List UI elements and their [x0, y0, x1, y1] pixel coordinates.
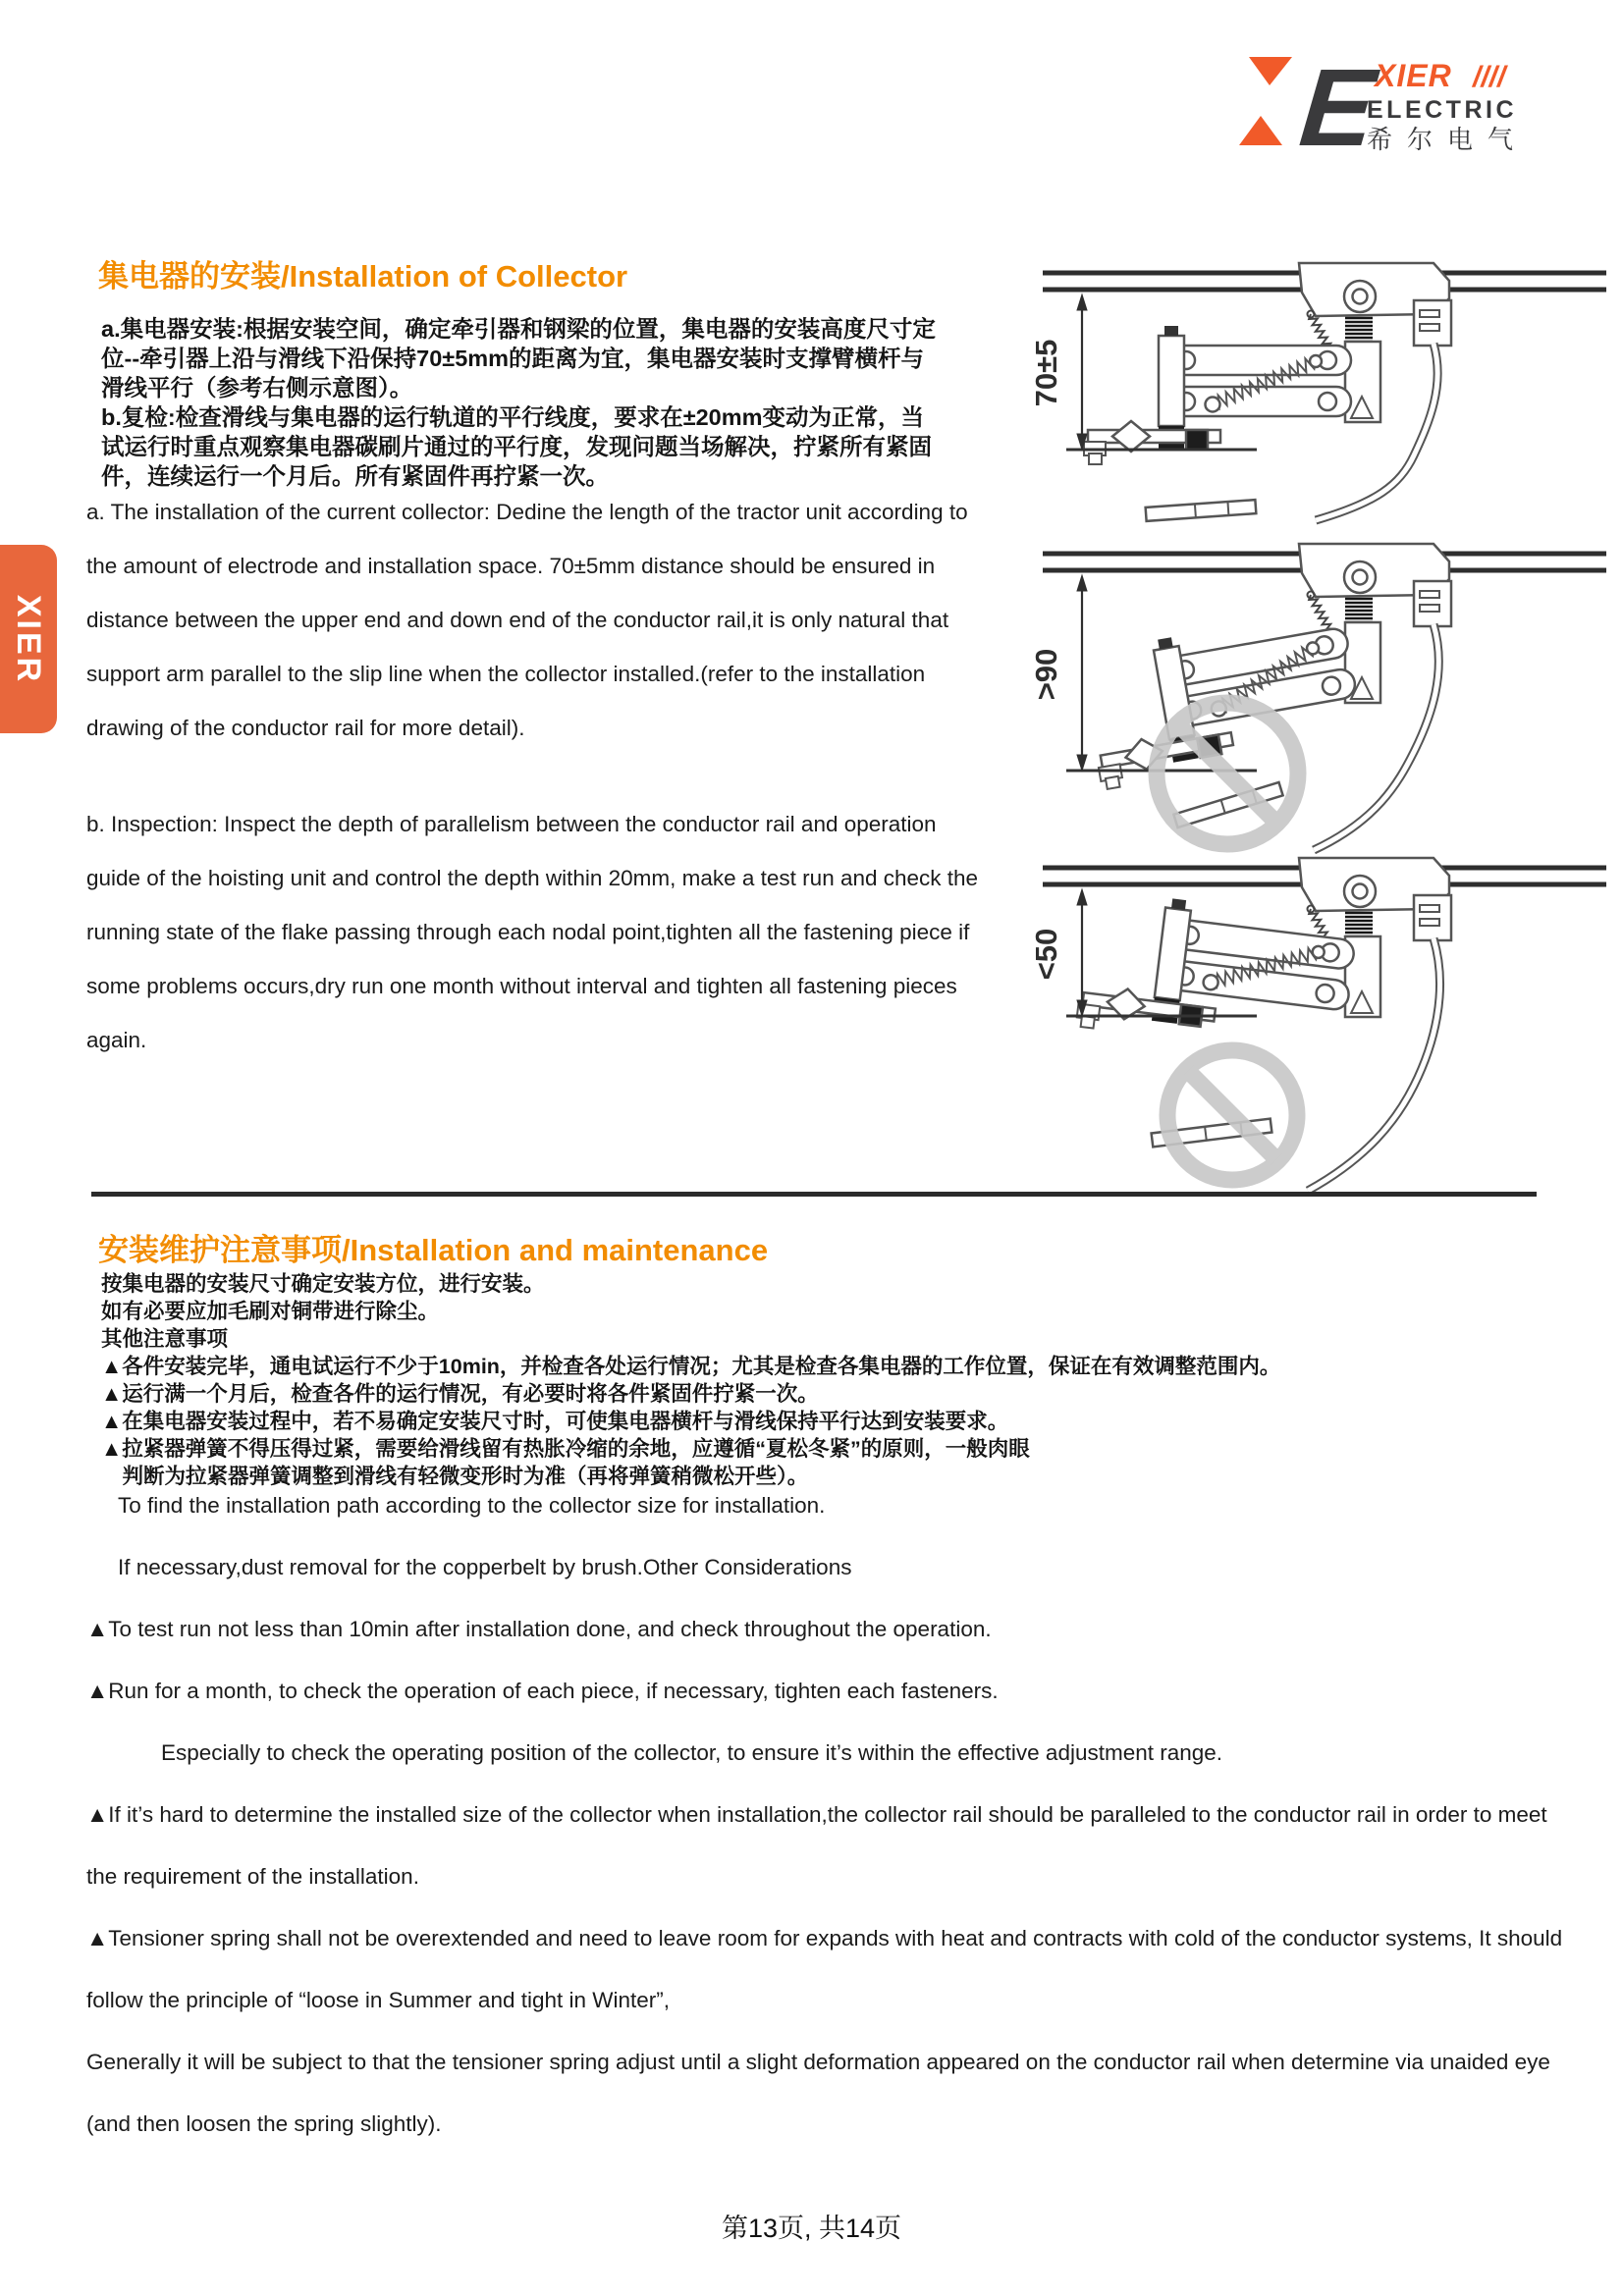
- text-line: Generally it will be subject to that the tensioner spring adjust until a slight deformation appeared on the conductor rail when determine via unaided eye (and then loosen the spring slightly).: [86, 2050, 1550, 2136]
- section2-english-notes: [86, 1474, 1579, 2155]
- prohibition-icon: [1157, 703, 1298, 844]
- side-tab-label: XIER: [10, 594, 48, 684]
- text-line: Especially to check the operating position of the collector, to ensure it’s within the effective adjustment range.: [161, 1740, 1223, 1765]
- text-line: ▲各件安装完毕，通电试运行不少于10min，并检查各处运行情况；尤其是检查各集电器的工作位置，保证在有效调整范围内。: [101, 1355, 1281, 1378]
- section1-english-paragraph-a: a. The installation of the current collector: Dedine the length of the tractor unit according to the amount of electrode and installation space. 70±5mm distance should be ensured in distance between the upper end and down end of the conductor rail,it is only natural that support arm parallel to the slip line when the collector installed.(refer to the installation drawing of the conductor rail for more detail).: [86, 500, 968, 740]
- text-line: ▲拉紧器弹簧不得压得过紧，需要给滑线留有热胀冷缩的余地，应遵循“夏松冬紧”的原则，一般肉眼: [101, 1437, 1030, 1461]
- text-line: 试运行时重点观察集电器碳刷片通过的平行度，发现问题当场解决，拧紧所有紧固: [101, 434, 932, 459]
- text-line: ▲If it’s hard to determine the installed size of the collector when installation,the collector rail should be paralleled to the conductor rail in order to meet the requirement of the installation.: [86, 1802, 1547, 1889]
- text-line: a.集电器安装:根据安装空间，确定牵引器和钢梁的位置，集电器的安装高度尺寸定: [101, 316, 936, 342]
- text-line: ▲Tensioner spring shall not be overextended and need to leave room for expands with heat and contracts with cold of the conductor systems, It should follow the principle of “loose in Summer and tight in Winter”,: [86, 1926, 1563, 2012]
- dimension-label: >90: [1029, 648, 1063, 701]
- dimension-label: <50: [1029, 928, 1063, 981]
- diagram-wrong-install-gt90: [1021, 538, 1610, 877]
- logo-x-bottom-triangle: [1239, 116, 1282, 145]
- prohibition-icon: [1167, 1050, 1297, 1180]
- section1-english-paragraph-b: b. Inspection: Inspect the depth of parallelism between the conductor rail and operation guide of the hoisting unit and control the depth within 20mm, make a test run and check the running state of the flake passing through each nodal point,tighten all the fastening piece if some problems occurs,dry run one month without interval and tighten all fastening pieces again.: [86, 812, 979, 1052]
- text-line: 判断为拉紧器弹簧调整到滑线有轻微变形时为准（再将弹簧稍微松开些）。: [101, 1465, 809, 1488]
- text-line: 位--牵引器上沿与滑线下沿保持70±5mm的距离为宜，集电器安装时支撑臂横杆与: [101, 346, 925, 371]
- scissor-arm: [1084, 326, 1351, 464]
- conductor-bar: [1146, 500, 1257, 521]
- logo-slashes: ////: [1473, 61, 1506, 93]
- collector-shoe: [1084, 421, 1220, 464]
- svg-text:E: E: [1284, 49, 1394, 157]
- diagram-correct-install-70-5: [1021, 257, 1610, 542]
- text-line: b.复检:检查滑线与集电器的运行轨道的平行线度，要求在±20mm变动为正常，当: [101, 404, 925, 430]
- text-line: ▲Run for a month, to check the operation of each piece, if necessary, tighten each fasteners.: [86, 1679, 999, 1703]
- side-tab: [0, 545, 57, 733]
- section-divider: [91, 1192, 1537, 1197]
- logo-x-top-triangle: [1249, 57, 1292, 85]
- text-line: 件，连续运行一个月后。所有紧固件再拧紧一次。: [101, 463, 609, 489]
- page-number: 第13页, 共14页: [721, 2214, 902, 2243]
- section2-chinese-notes: [101, 1270, 1594, 1490]
- dimension-label: 70±5: [1029, 339, 1063, 407]
- text-line: 如有必要应加毛刷对铜带进行除尘。: [101, 1300, 440, 1323]
- section1-chinese-text: [101, 314, 936, 491]
- text-line: ▲在集电器安装过程中，若不易确定安装尺寸时，可使集电器横杆与滑线保持平行达到安装要求。: [101, 1410, 1009, 1433]
- text-line: ▲To test run not less than 10min after installation done, and check throughout the operation.: [86, 1617, 992, 1641]
- text-line: 滑线平行（参考右侧示意图）。: [101, 375, 413, 400]
- text-line: If necessary,dust removal for the copperbelt by brush.Other Considerations: [118, 1555, 852, 1579]
- section2-title: 安装维护注意事项/Installation and maintenance: [98, 1233, 769, 1267]
- dimension-arrow: [1077, 575, 1087, 771]
- text-line: 按集电器的安装尺寸确定安装方位，进行安装。: [101, 1272, 545, 1296]
- logo-chinese-text: 希尔电气: [1367, 125, 1529, 154]
- diagram-wrong-install-lt50: [1021, 852, 1610, 1217]
- section1-title: 集电器的安装/Installation of Collector: [98, 259, 628, 294]
- text-line: 其他注意事项: [101, 1327, 229, 1351]
- text-line: To find the installation path according to the collector size for installation.: [118, 1493, 826, 1518]
- logo-brand-text: XIER: [1375, 58, 1452, 93]
- brand-logo: [1239, 49, 1543, 157]
- text-line: ▲运行满一个月后，检查各件的运行情况，有必要时将各件紧固件拧紧一次。: [101, 1382, 819, 1406]
- dimension-arrow: [1077, 294, 1087, 450]
- logo-electric-text: ELECTRIC: [1367, 96, 1517, 124]
